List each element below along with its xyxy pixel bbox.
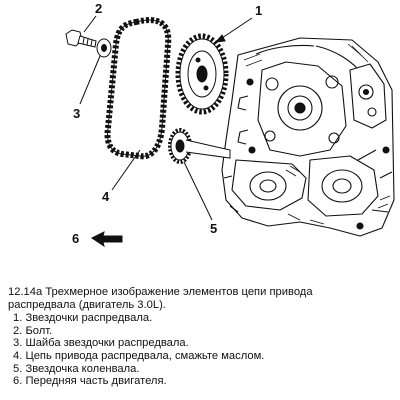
callout-4: 4: [102, 189, 110, 204]
engine-block: [222, 38, 394, 236]
timing-chain: [108, 20, 169, 156]
legend-item: 2. Болт.: [13, 324, 53, 337]
legend-item: 4. Цепь привода распредвала, смажьте маслом.: [13, 349, 265, 362]
caption-title-line-1: 12.14а Трехмерное изображение элементов цепи привода: [8, 286, 313, 298]
leader-line-2: [84, 16, 96, 32]
legend-item: 6. Передняя часть двигателя.: [13, 375, 167, 388]
bolt: [66, 30, 96, 47]
arrowhead-1: [216, 35, 225, 42]
callout-2: 2: [95, 1, 103, 16]
camshaft-sprocket: [178, 36, 226, 112]
leader-line-5: [184, 162, 212, 220]
leader-line-3: [80, 56, 100, 104]
callout-6: 6: [72, 231, 80, 246]
callout-5: 5: [210, 221, 218, 236]
caption-legend-list: [8, 312, 394, 388]
crankshaft-sprocket: [170, 130, 230, 162]
callout-3: 3: [73, 106, 81, 121]
legend-item: 1. Звездочки распредвала.: [13, 312, 153, 325]
caption-title-line-2: распредвала (двигатель 3.0L).: [8, 298, 166, 311]
callout-1: 1: [255, 3, 263, 18]
washer: [97, 39, 111, 57]
front-direction-arrow-icon: [92, 232, 122, 246]
caption-title: [8, 286, 394, 311]
figure-caption: [8, 286, 394, 388]
legend-item: 3. Шайба звездочки распредвала.: [13, 337, 189, 350]
legend-item: 5. Звездочка коленвала.: [13, 362, 140, 375]
